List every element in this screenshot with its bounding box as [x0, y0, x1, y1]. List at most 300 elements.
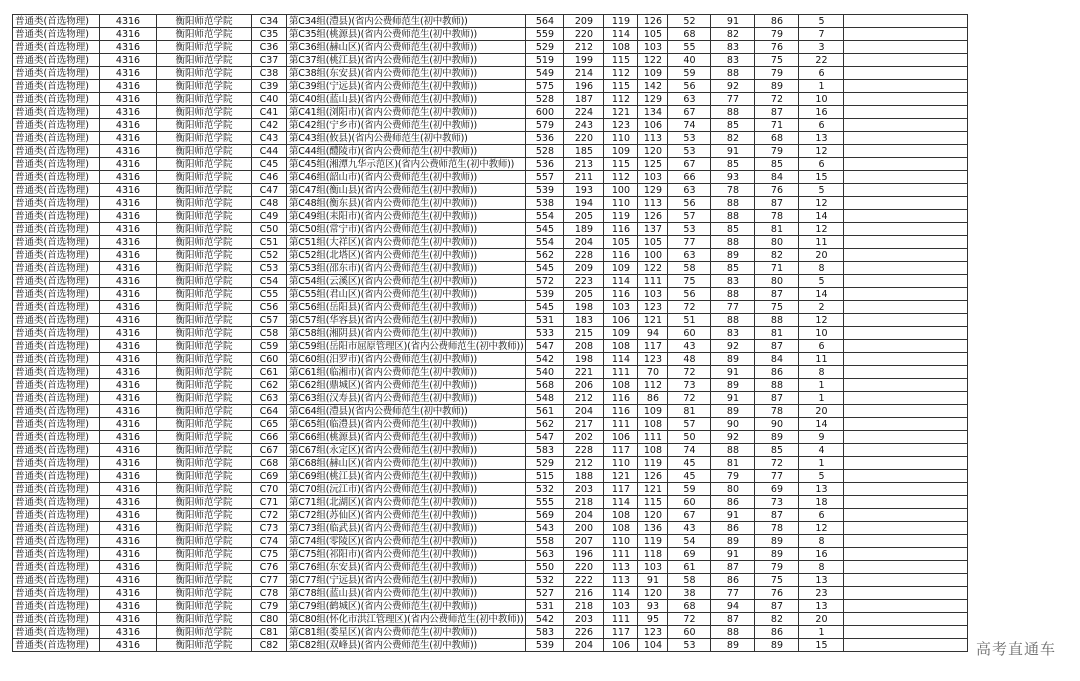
table-cell: 普通类(首选物理)	[13, 522, 100, 535]
table-cell: 第C76组(东安县)(省内公费师范生(初中教师))	[287, 561, 526, 574]
table-cell: 545	[526, 223, 564, 236]
table-cell: 普通类(首选物理)	[13, 548, 100, 561]
table-cell: 4316	[100, 587, 157, 600]
table-cell: 88	[711, 444, 755, 457]
table-cell: 187	[564, 93, 604, 106]
table-cell: 8	[799, 366, 844, 379]
table-cell: 4316	[100, 210, 157, 223]
table-cell: 普通类(首选物理)	[13, 600, 100, 613]
table-cell: 74	[668, 119, 711, 132]
table-cell: 120	[638, 145, 668, 158]
table-cell	[844, 210, 968, 223]
table-cell	[844, 119, 968, 132]
table-cell: 538	[526, 197, 564, 210]
table-cell: 普通类(首选物理)	[13, 54, 100, 67]
table-cell: 243	[564, 119, 604, 132]
table-cell: 77	[755, 470, 799, 483]
table-cell: 196	[564, 548, 604, 561]
table-cell: 82	[711, 132, 755, 145]
table-cell: 222	[564, 574, 604, 587]
table-cell: 91	[711, 145, 755, 158]
table-cell: 125	[638, 158, 668, 171]
table-cell: 547	[526, 431, 564, 444]
table-cell: 普通类(首选物理)	[13, 587, 100, 600]
table-cell: 普通类(首选物理)	[13, 457, 100, 470]
table-cell: C77	[252, 574, 287, 587]
table-cell: 77	[668, 236, 711, 249]
table-cell: 45	[668, 457, 711, 470]
table-cell: 衡阳师范学院	[157, 301, 252, 314]
table-cell: 109	[638, 405, 668, 418]
table-cell	[844, 496, 968, 509]
table-cell: 121	[638, 314, 668, 327]
table-cell: 第C57组(华容县)(省内公费师范生(初中教师))	[287, 314, 526, 327]
table-row	[13, 496, 968, 509]
table-cell: C58	[252, 327, 287, 340]
table-cell: 111	[638, 431, 668, 444]
table-row	[13, 210, 968, 223]
table-cell: 4316	[100, 41, 157, 54]
table-cell: 衡阳师范学院	[157, 106, 252, 119]
table-cell: 121	[604, 106, 638, 119]
table-cell: 衡阳师范学院	[157, 262, 252, 275]
table-cell: 13	[799, 574, 844, 587]
table-cell	[844, 54, 968, 67]
table-cell	[844, 80, 968, 93]
table-cell: 113	[638, 132, 668, 145]
table-cell	[844, 132, 968, 145]
table-cell: 4316	[100, 223, 157, 236]
table-cell: 第C45组(湘潭九华示范区)(省内公费师范生(初中教师))	[287, 158, 526, 171]
table-cell: 衡阳师范学院	[157, 613, 252, 626]
table-cell: 218	[564, 600, 604, 613]
table-cell: 45	[668, 470, 711, 483]
table-cell: 94	[638, 327, 668, 340]
table-cell: 衡阳师范学院	[157, 288, 252, 301]
table-cell: 衡阳师范学院	[157, 28, 252, 41]
table-cell: 90	[711, 418, 755, 431]
table-row	[13, 431, 968, 444]
table-row	[13, 392, 968, 405]
table-cell: 6	[799, 67, 844, 80]
table-cell: 121	[638, 483, 668, 496]
table-cell: 5	[799, 275, 844, 288]
table-cell: 85	[755, 444, 799, 457]
table-cell: 60	[668, 327, 711, 340]
table-cell: 普通类(首选物理)	[13, 223, 100, 236]
table-cell: 87	[755, 600, 799, 613]
table-cell: C63	[252, 392, 287, 405]
table-cell: 88	[755, 379, 799, 392]
table-cell: 87	[755, 197, 799, 210]
table-cell: 53	[668, 145, 711, 158]
table-cell: 120	[638, 587, 668, 600]
table-cell: 85	[711, 119, 755, 132]
table-cell: 84	[755, 171, 799, 184]
table-cell: 120	[638, 509, 668, 522]
table-cell: 衡阳师范学院	[157, 496, 252, 509]
table-cell: 4316	[100, 405, 157, 418]
table-cell: 43	[668, 340, 711, 353]
table-cell: 衡阳师范学院	[157, 548, 252, 561]
table-cell: 普通类(首选物理)	[13, 470, 100, 483]
table-cell: 4316	[100, 119, 157, 132]
table-cell: C36	[252, 41, 287, 54]
table-cell	[844, 236, 968, 249]
table-cell: 22	[799, 54, 844, 67]
table-cell: 普通类(首选物理)	[13, 210, 100, 223]
table-cell: 110	[604, 457, 638, 470]
table-cell: 第C42组(宁乡市)(省内公费师范生(初中教师))	[287, 119, 526, 132]
table-cell: 第C38组(东安县)(省内公费师范生(初中教师))	[287, 67, 526, 80]
table-cell: 第C37组(桃江县)(省内公费师范生(初中教师))	[287, 54, 526, 67]
table-cell: 4316	[100, 483, 157, 496]
table-cell: 208	[564, 340, 604, 353]
table-cell: C80	[252, 613, 287, 626]
table-cell: 20	[799, 405, 844, 418]
table-cell: 86	[711, 574, 755, 587]
table-row	[13, 574, 968, 587]
table-cell: 86	[755, 366, 799, 379]
table-cell: 85	[711, 223, 755, 236]
table-cell: 91	[711, 548, 755, 561]
table-cell: 第C51组(大祥区)(省内公费师范生(初中教师))	[287, 236, 526, 249]
table-cell: 89	[755, 548, 799, 561]
table-cell: 88	[755, 314, 799, 327]
table-cell: 115	[604, 80, 638, 93]
table-cell: 220	[564, 561, 604, 574]
table-cell	[844, 28, 968, 41]
table-cell: 212	[564, 41, 604, 54]
table-cell: 111	[604, 418, 638, 431]
table-cell: 226	[564, 626, 604, 639]
table-cell: 91	[711, 15, 755, 28]
table-cell: 116	[604, 405, 638, 418]
table-cell: 89	[711, 405, 755, 418]
table-cell: 4316	[100, 184, 157, 197]
table-cell: 第C81组(娄星区)(省内公费师范生(初中教师))	[287, 626, 526, 639]
table-row	[13, 106, 968, 119]
table-cell: C78	[252, 587, 287, 600]
table-cell: 4316	[100, 262, 157, 275]
table-cell: 4316	[100, 145, 157, 158]
table-cell: 84	[755, 353, 799, 366]
table-cell: 119	[604, 210, 638, 223]
table-cell: 89	[711, 353, 755, 366]
table-cell: 114	[604, 353, 638, 366]
table-cell: 88	[711, 236, 755, 249]
table-cell: 8	[799, 561, 844, 574]
table-cell: C38	[252, 67, 287, 80]
table-cell: 1	[799, 80, 844, 93]
table-cell: 72	[668, 366, 711, 379]
table-cell: 衡阳师范学院	[157, 483, 252, 496]
table-cell: 54	[668, 535, 711, 548]
table-cell: 545	[526, 301, 564, 314]
table-cell: 87	[755, 106, 799, 119]
table-cell: 4	[799, 444, 844, 457]
table-cell: 93	[711, 171, 755, 184]
table-cell: 4316	[100, 379, 157, 392]
table-cell: 105	[638, 28, 668, 41]
table-cell: 92	[711, 340, 755, 353]
table-cell: 126	[638, 470, 668, 483]
table-cell	[844, 457, 968, 470]
table-cell: 103	[638, 171, 668, 184]
table-cell: 4316	[100, 392, 157, 405]
table-cell: 75	[755, 54, 799, 67]
table-cell: 40	[668, 54, 711, 67]
table-cell: 66	[668, 171, 711, 184]
table-cell: 88	[711, 197, 755, 210]
table-cell: 116	[604, 288, 638, 301]
table-cell: C75	[252, 548, 287, 561]
table-cell: 普通类(首选物理)	[13, 509, 100, 522]
table-cell	[844, 418, 968, 431]
table-cell: 531	[526, 314, 564, 327]
table-row	[13, 366, 968, 379]
table-cell: 59	[668, 67, 711, 80]
table-cell: 72	[755, 457, 799, 470]
table-cell: 548	[526, 392, 564, 405]
table-cell: 86	[711, 496, 755, 509]
table-row	[13, 158, 968, 171]
table-cell: 43	[668, 522, 711, 535]
table-cell: 545	[526, 262, 564, 275]
table-cell: C34	[252, 15, 287, 28]
table-cell: 86	[638, 392, 668, 405]
table-cell: 528	[526, 145, 564, 158]
table-cell: 106	[604, 639, 638, 652]
table-cell: C48	[252, 197, 287, 210]
table-cell: 206	[564, 379, 604, 392]
table-cell: 119	[604, 15, 638, 28]
table-cell: C55	[252, 288, 287, 301]
table-cell: C69	[252, 470, 287, 483]
table-cell: 515	[526, 470, 564, 483]
table-cell: 122	[638, 54, 668, 67]
table-cell: 23	[799, 587, 844, 600]
table-cell: 4316	[100, 171, 157, 184]
table-cell: 549	[526, 67, 564, 80]
table-row	[13, 353, 968, 366]
table-cell: 78	[755, 405, 799, 418]
table-cell: C45	[252, 158, 287, 171]
table-cell: 539	[526, 288, 564, 301]
table-cell	[844, 106, 968, 119]
table-cell: 536	[526, 158, 564, 171]
table-cell: 111	[604, 366, 638, 379]
table-cell: 547	[526, 340, 564, 353]
table-cell: 91	[711, 366, 755, 379]
table-cell	[844, 327, 968, 340]
table-cell: C52	[252, 249, 287, 262]
table-cell	[844, 275, 968, 288]
table-cell: 111	[638, 275, 668, 288]
table-cell: 第C77组(宁远县)(省内公费师范生(初中教师))	[287, 574, 526, 587]
table-cell	[844, 405, 968, 418]
table-cell: 87	[755, 392, 799, 405]
table-cell: 76	[755, 41, 799, 54]
table-cell: 14	[799, 288, 844, 301]
table-cell: 68	[668, 600, 711, 613]
table-cell: 衡阳师范学院	[157, 639, 252, 652]
table-cell: 15	[799, 171, 844, 184]
table-cell: 4316	[100, 132, 157, 145]
table-cell: 4316	[100, 444, 157, 457]
table-cell: 189	[564, 223, 604, 236]
table-cell: 普通类(首选物理)	[13, 41, 100, 54]
table-cell: 555	[526, 496, 564, 509]
table-cell: 123	[638, 301, 668, 314]
table-cell: 85	[711, 158, 755, 171]
table-cell: 衡阳师范学院	[157, 158, 252, 171]
table-cell: C68	[252, 457, 287, 470]
table-cell: C53	[252, 262, 287, 275]
table-cell	[844, 613, 968, 626]
table-cell: 48	[668, 353, 711, 366]
table-cell: 4316	[100, 561, 157, 574]
table-cell: 第C74组(零陵区)(省内公费师范生(初中教师))	[287, 535, 526, 548]
table-cell: 78	[755, 210, 799, 223]
table-cell: 4316	[100, 93, 157, 106]
table-cell: 第C75组(祁阳市)(省内公费师范生(初中教师))	[287, 548, 526, 561]
table-cell: 4316	[100, 158, 157, 171]
table-cell: 123	[604, 119, 638, 132]
table-cell: 4316	[100, 574, 157, 587]
table-cell: 8	[799, 535, 844, 548]
table-cell: 4316	[100, 275, 157, 288]
table-cell	[844, 509, 968, 522]
table-cell: 200	[564, 522, 604, 535]
table-cell	[844, 15, 968, 28]
table-cell: 4316	[100, 548, 157, 561]
table-cell: 衡阳师范学院	[157, 119, 252, 132]
table-cell: 554	[526, 236, 564, 249]
table-cell: C49	[252, 210, 287, 223]
table-cell: 11	[799, 236, 844, 249]
table-cell: 衡阳师范学院	[157, 93, 252, 106]
table-cell: 第C69组(桃江县)(省内公费师范生(初中教师))	[287, 470, 526, 483]
table-row	[13, 626, 968, 639]
table-cell: 50	[668, 431, 711, 444]
table-cell: 第C41组(浏阳市)(省内公费师范生(初中教师))	[287, 106, 526, 119]
table-cell: 209	[564, 15, 604, 28]
table-cell: C62	[252, 379, 287, 392]
table-cell: 92	[711, 431, 755, 444]
table-cell: 100	[638, 249, 668, 262]
table-cell: 衡阳师范学院	[157, 54, 252, 67]
table-cell: 108	[604, 522, 638, 535]
table-cell: C59	[252, 340, 287, 353]
table-cell: 第C58组(湘阴县)(省内公费师范生(初中教师))	[287, 327, 526, 340]
table-cell: 106	[604, 314, 638, 327]
table-row	[13, 457, 968, 470]
table-cell: 75	[668, 275, 711, 288]
table-cell: 普通类(首选物理)	[13, 353, 100, 366]
table-cell: 220	[564, 132, 604, 145]
table-row	[13, 301, 968, 314]
table-row	[13, 379, 968, 392]
table-row	[13, 613, 968, 626]
table-cell	[844, 600, 968, 613]
table-cell: 123	[638, 353, 668, 366]
table-cell: 198	[564, 301, 604, 314]
table-cell: 83	[711, 41, 755, 54]
table-row	[13, 93, 968, 106]
table-cell: 103	[604, 600, 638, 613]
table-cell: 228	[564, 249, 604, 262]
table-cell: 77	[711, 93, 755, 106]
table-row	[13, 535, 968, 548]
table-cell: 528	[526, 93, 564, 106]
table-cell: C54	[252, 275, 287, 288]
table-cell: 106	[604, 431, 638, 444]
table-cell: 第C48组(衡东县)(省内公费师范生(初中教师))	[287, 197, 526, 210]
table-cell: C50	[252, 223, 287, 236]
table-cell	[844, 379, 968, 392]
table-row	[13, 171, 968, 184]
table-cell	[844, 67, 968, 80]
table-cell: 普通类(首选物理)	[13, 418, 100, 431]
table-cell: 114	[604, 496, 638, 509]
table-cell: 4316	[100, 15, 157, 28]
table-cell: 110	[604, 197, 638, 210]
table-cell: 568	[526, 379, 564, 392]
table-cell: 普通类(首选物理)	[13, 444, 100, 457]
table-cell: 4316	[100, 613, 157, 626]
table-cell: 91	[638, 574, 668, 587]
table-cell: 普通类(首选物理)	[13, 67, 100, 80]
table-cell: 103	[638, 561, 668, 574]
table-cell: 1	[799, 457, 844, 470]
table-cell: 204	[564, 405, 604, 418]
table-cell: 第C62组(鼎城区)(省内公费师范生(初中教师))	[287, 379, 526, 392]
table-cell: 衡阳师范学院	[157, 67, 252, 80]
table-row	[13, 249, 968, 262]
table-cell: 55	[668, 41, 711, 54]
table-row	[13, 28, 968, 41]
table-cell: 第C36组(赫山区)(省内公费师范生(初中教师))	[287, 41, 526, 54]
table-cell: 12	[799, 197, 844, 210]
table-cell: 89	[711, 639, 755, 652]
table-cell: 5	[799, 470, 844, 483]
table-cell: 90	[755, 418, 799, 431]
table-cell: C71	[252, 496, 287, 509]
table-cell: 199	[564, 54, 604, 67]
table-cell: 116	[604, 249, 638, 262]
table-row	[13, 288, 968, 301]
table-cell: 63	[668, 93, 711, 106]
table-cell: C46	[252, 171, 287, 184]
table-cell: C44	[252, 145, 287, 158]
table-cell: 普通类(首选物理)	[13, 405, 100, 418]
table-cell: 103	[638, 288, 668, 301]
table-cell: 86	[711, 522, 755, 535]
table-cell: 13	[799, 483, 844, 496]
table-cell	[844, 171, 968, 184]
table-cell: 111	[604, 613, 638, 626]
table-cell: 116	[604, 392, 638, 405]
table-cell: 117	[604, 626, 638, 639]
table-cell: C61	[252, 366, 287, 379]
table-row	[13, 41, 968, 54]
table-cell: 第C53组(邵东市)(省内公费师范生(初中教师))	[287, 262, 526, 275]
table-cell: 4316	[100, 28, 157, 41]
table-cell: 68	[755, 132, 799, 145]
table-cell: 89	[711, 249, 755, 262]
table-row	[13, 405, 968, 418]
